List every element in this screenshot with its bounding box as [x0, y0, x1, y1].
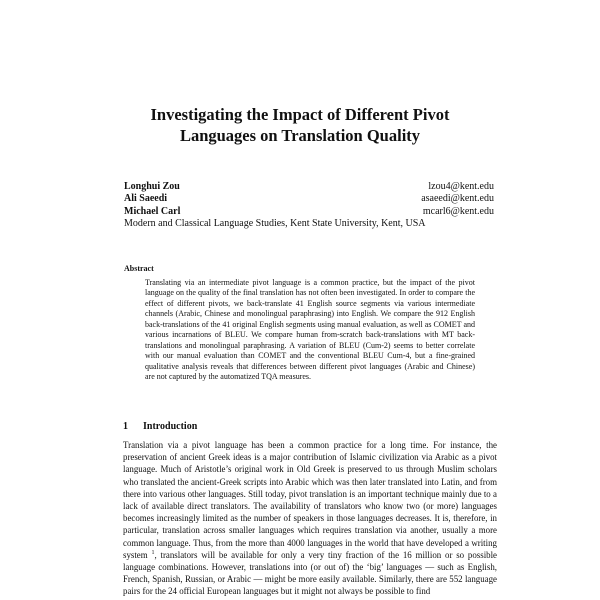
- paper-title: [60, 104, 540, 146]
- author-row: [124, 193, 494, 205]
- title-line-1: Investigating the Impact of Different Pivot: [150, 105, 450, 124]
- section-heading-introduction: [123, 421, 197, 433]
- section-number: 1: [123, 421, 128, 432]
- footnote-marker: 1: [151, 549, 155, 556]
- abstract-text: Translating via an intermediate pivot language is a common practice, but the impact of the pivot language on the quality of the final translation has not often been investigated. In order to compare the effect of different pivots, we back-translate 41 English source segments via various intermediate channels (Arabic, Chinese and monolingual paraphrasing) into English. We compare the 912 English back-translations of the 41 original English segments using manual evaluation, as well as COMET and various incarnations of BLEU. We compare human from-scratch back-translations with MT back-translations and monolingual paraphrasing. A variation of BLEU (Cum-2) seems to better correlate with our manual evaluation than COMET and the conventional BLEU Cum-4, but a fine-grained qualitative analysis reveals that differences between different pivot languages (Arabic and Chinese) are not captured by the automatized TQA measures.: [145, 278, 475, 382]
- author-name: Ali Saeedi: [124, 193, 168, 205]
- introduction-text-continued: , translators will be available for only a very tiny fraction of the 16 million or so possible language combinations. However, translations into (or out of) the ‘big’ languages — such as English, French, Spanish, Russian, or Arabic — might be more easily available. Similarly, there are 552 language pairs for the 24 official European languages but it might not always be possible to find: [123, 549, 498, 597]
- author-name: Longhui Zou: [124, 181, 180, 192]
- abstract-heading: Abstract: [124, 264, 154, 273]
- author-block: [124, 181, 494, 230]
- title-line-2: Languages on Translation Quality: [179, 126, 421, 145]
- author-email: asaeedi@kent.edu: [421, 193, 494, 205]
- author-name: Michael Carl: [124, 205, 181, 217]
- author-email: mcarl6@kent.edu: [422, 205, 494, 217]
- introduction-text: Translation via a pivot language has been a common practice for a long time. For instance, the preservation of ancient Greek ideas is a major contribution of Islamic civilization via Arabic as a pivot language. Much of Aristotle’s original work in Old Greek is preserved to us through Muslim scholars who translated the ancient-Greek scripts into Arabic which was then later translated into Latin, and from there into various other languages. Still today, pivot translation is an important technique mainly due to a lack of available direct translators. The availability of translators who know two (or more) languages becomes increasingly limited as the number of speakers in those languages decreases. It is, therefore, in particular, translation across smaller languages which requires translation via another, usually a more common language. Thus, from the more than 4000 languages in the world that have developed a writing system: [123, 440, 497, 560]
- author-affiliation: Modern and Classical Language Studies, Kent State University, Kent, USA: [124, 217, 426, 229]
- author-row: [124, 206, 494, 218]
- introduction-paragraph: [123, 439, 497, 598]
- section-title: Introduction: [143, 421, 198, 432]
- author-email: lzou4@kent.edu: [428, 181, 494, 192]
- author-row: [124, 181, 494, 193]
